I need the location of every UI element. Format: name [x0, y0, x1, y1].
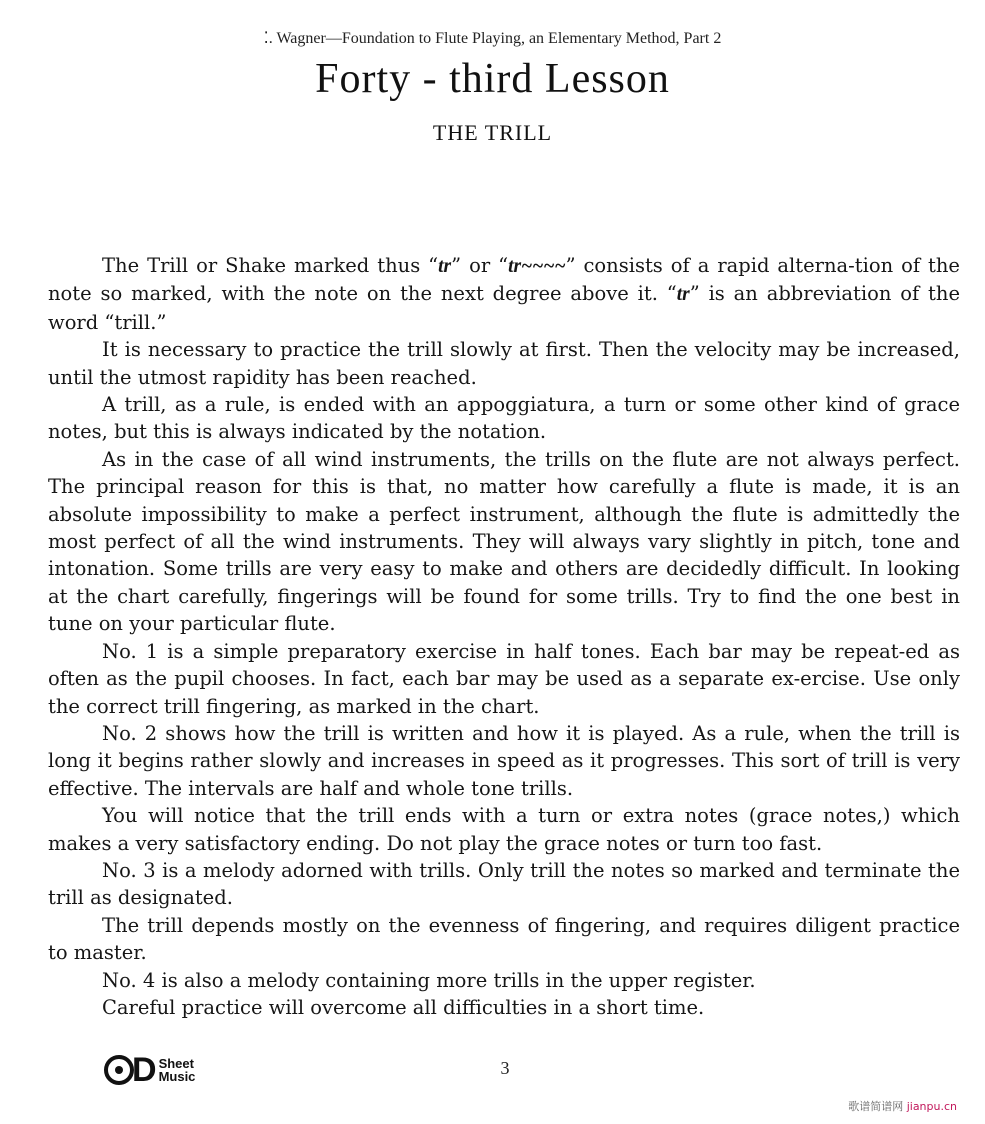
paragraph-practice-slowly: It is necessary to practice the trill slowly at first. Then the velocity may be increased, until the utmost rapidity has been reached. [48, 338, 960, 389]
text-segment: ” is an abbreviation of the word “trill.” [48, 282, 960, 334]
paragraph-no2: No. 2 shows how the trill is written and how it is played. As a rule, when the trill is long it begins rather slowly and increases in speed as it progresses. This sort of trill is very effective. The intervals are half and whole tone trills. [48, 721, 960, 800]
running-header: ⁚. Wagner—Foundation to Flute Playing, an Elementary Method, Part 2 [263, 30, 722, 47]
trill-wavy-symbol: tr~~~~ [508, 256, 566, 277]
text-segment: The Trill or Shake marked thus “ [102, 254, 439, 277]
paragraph-grace-notes: You will notice that the trill ends with a turn or extra notes (grace notes,) which makes a very satisfactory ending. Do not play the grace notes or turn too fast. [48, 804, 960, 855]
page-number: 3 [500, 1058, 510, 1078]
paragraph-no4: No. 4 is also a melody containing more trills in the upper register. [102, 968, 756, 992]
trill-symbol: tr [438, 256, 452, 277]
section-subtitle: THE TRILL [432, 120, 553, 145]
paragraph-careful-practice: Careful practice will overcome all difficulties in a short time. [102, 995, 705, 1019]
paragraph-trill-ending: A trill, as a rule, is ended with an appoggiatura, a turn or some other kind of grace notes, but this is always indicated by the notation. [48, 393, 960, 444]
site-credit [848, 1098, 957, 1114]
paragraph-no1: No. 1 is a simple preparatory exercise in half tones. Each bar may be repeat-ed as often as the pupil chooses. In fact, each bar may be used as a separate ex-ercise. Use only the correct trill fingering, as marked in the chart. [48, 639, 960, 718]
lesson-title: Forty - third Lesson [315, 56, 670, 102]
logo-d-letter: D [132, 1051, 157, 1089]
paragraph-wind-instruments: As in the case of all wind instruments, the trills on the flute are not always perfect. The principal reason for this is that, no matter how carefully a flute is made, it is an absolute impossibility to make a perfect instrument, although the flute is admittedly the most perfect of all the wind instruments. They will always vary slightly in pitch, tone and intonation. Some trills are very easy to make and others are decidedly difficult. In looking at the chart carefully, fingerings will be found for some trills. Try to find the one best in tune on your particular flute. [48, 447, 960, 636]
trill-symbol: tr [676, 284, 690, 306]
paragraph-trill-definition [48, 252, 960, 336]
text-segment: ” consists of a rapid alterna-tion of the note so marked, with the note on the next degree above it. “ [48, 254, 960, 306]
logo-sheet: Sheet [158, 1056, 194, 1071]
site-credit-cn: 歌谱简谱网 [848, 1100, 904, 1113]
site-credit-url: jianpu.cn [906, 1100, 957, 1113]
paragraph-evenness: The trill depends mostly on the evenness of fingering, and requires diligent practice to master. [48, 913, 960, 965]
text-segment: ” or “ [451, 254, 509, 277]
paragraph-no3: No. 3 is a melody adorned with trills. Only trill the notes so marked and terminate the trill as designated. [48, 858, 960, 910]
lesson-body [48, 252, 960, 1021]
logo-music: Music [158, 1069, 196, 1084]
